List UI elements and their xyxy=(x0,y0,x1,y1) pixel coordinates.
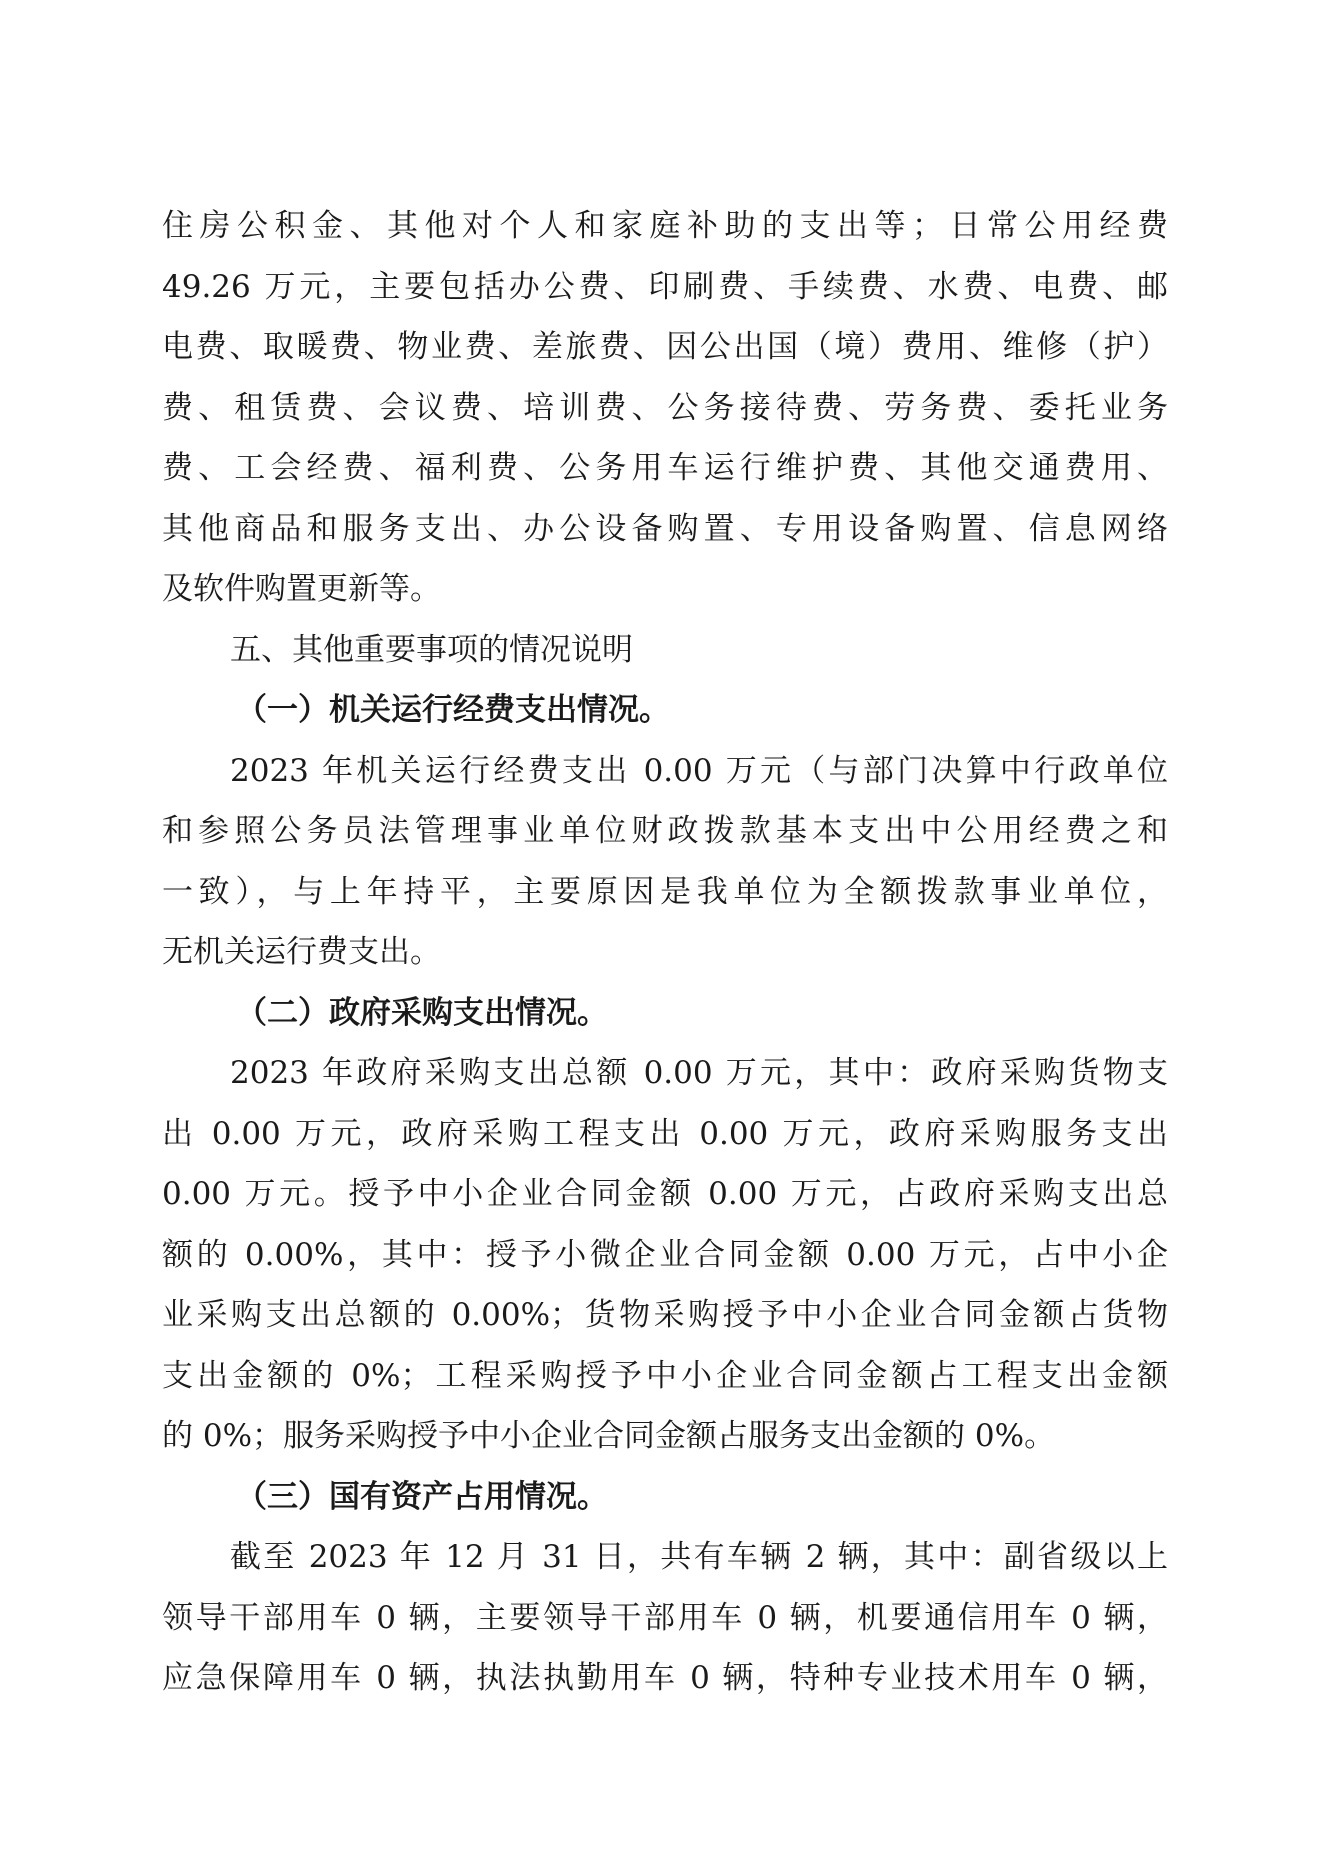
text-line: 费、工会经费、福利费、公务用车运行维护费、其他交通费用、 xyxy=(162,450,1168,486)
section-heading: 五、其他重要事项的情况说明 xyxy=(230,631,633,668)
text-line: 住房公积金、其他对个人和家庭补助的支出等；日常公用经费 xyxy=(162,208,1168,244)
text-line: 其他商品和服务支出、办公设备购置、专用设备购置、信息网络 xyxy=(162,510,1168,547)
subsection-heading: （一）机关运行经费支出情况。 xyxy=(236,692,670,728)
subsection-heading: （三）国有资产占用情况。 xyxy=(236,1478,608,1515)
text-line: 无机关运行费支出。 xyxy=(162,934,441,970)
text-line: 及软件购置更新等。 xyxy=(162,571,441,607)
subsection-heading: （二）政府采购支出情况。 xyxy=(236,994,608,1031)
text-line: 电费、取暖费、物业费、差旅费、因公出国（境）费用、维修（护） xyxy=(162,329,1168,365)
text-line: 49.26 万元，主要包括办公费、印刷费、手续费、水费、电费、邮 xyxy=(162,268,1168,305)
text-line: 截至 2023 年 12 月 31 日，共有车辆 2 辆，其中：副省级以上 xyxy=(230,1539,1168,1575)
text-line: 业采购支出总额的 0.00%；货物采购授予中小企业合同金额占货物 xyxy=(162,1297,1168,1333)
text-line: 和参照公务员法管理事业单位财政拨款基本支出中公用经费之和 xyxy=(162,813,1168,849)
document-body xyxy=(162,196,1168,1709)
text-line: 费、租赁费、会议费、培训费、公务接待费、劳务费、委托业务 xyxy=(162,389,1168,426)
text-line: 领导干部用车 0 辆，主要领导干部用车 0 辆，机要通信用车 0 辆， xyxy=(162,1599,1168,1636)
text-line: 一致），与上年持平，主要原因是我单位为全额拨款事业单位， xyxy=(162,873,1168,910)
text-line: 0.00 万元。授予中小企业合同金额 0.00 万元，占政府采购支出总 xyxy=(162,1176,1168,1212)
text-line: 支出金额的 0%；工程采购授予中小企业合同金额占工程支出金额 xyxy=(162,1357,1168,1394)
text-line: 额的 0.00%，其中：授予小微企业合同金额 0.00 万元，占中小企 xyxy=(162,1236,1168,1273)
text-line: 2023 年政府采购支出总额 0.00 万元，其中：政府采购货物支 xyxy=(230,1055,1168,1091)
text-line: 出 0.00 万元，政府采购工程支出 0.00 万元，政府采购服务支出 xyxy=(162,1115,1168,1152)
text-line: 的 0%；服务采购授予中小企业合同金额占服务支出金额的 0%。 xyxy=(162,1418,1056,1454)
text-line: 应急保障用车 0 辆，执法执勤用车 0 辆，特种专业技术用车 0 辆， xyxy=(162,1660,1168,1696)
text-line: 2023 年机关运行经费支出 0.00 万元（与部门决算中行政单位 xyxy=(230,752,1168,789)
